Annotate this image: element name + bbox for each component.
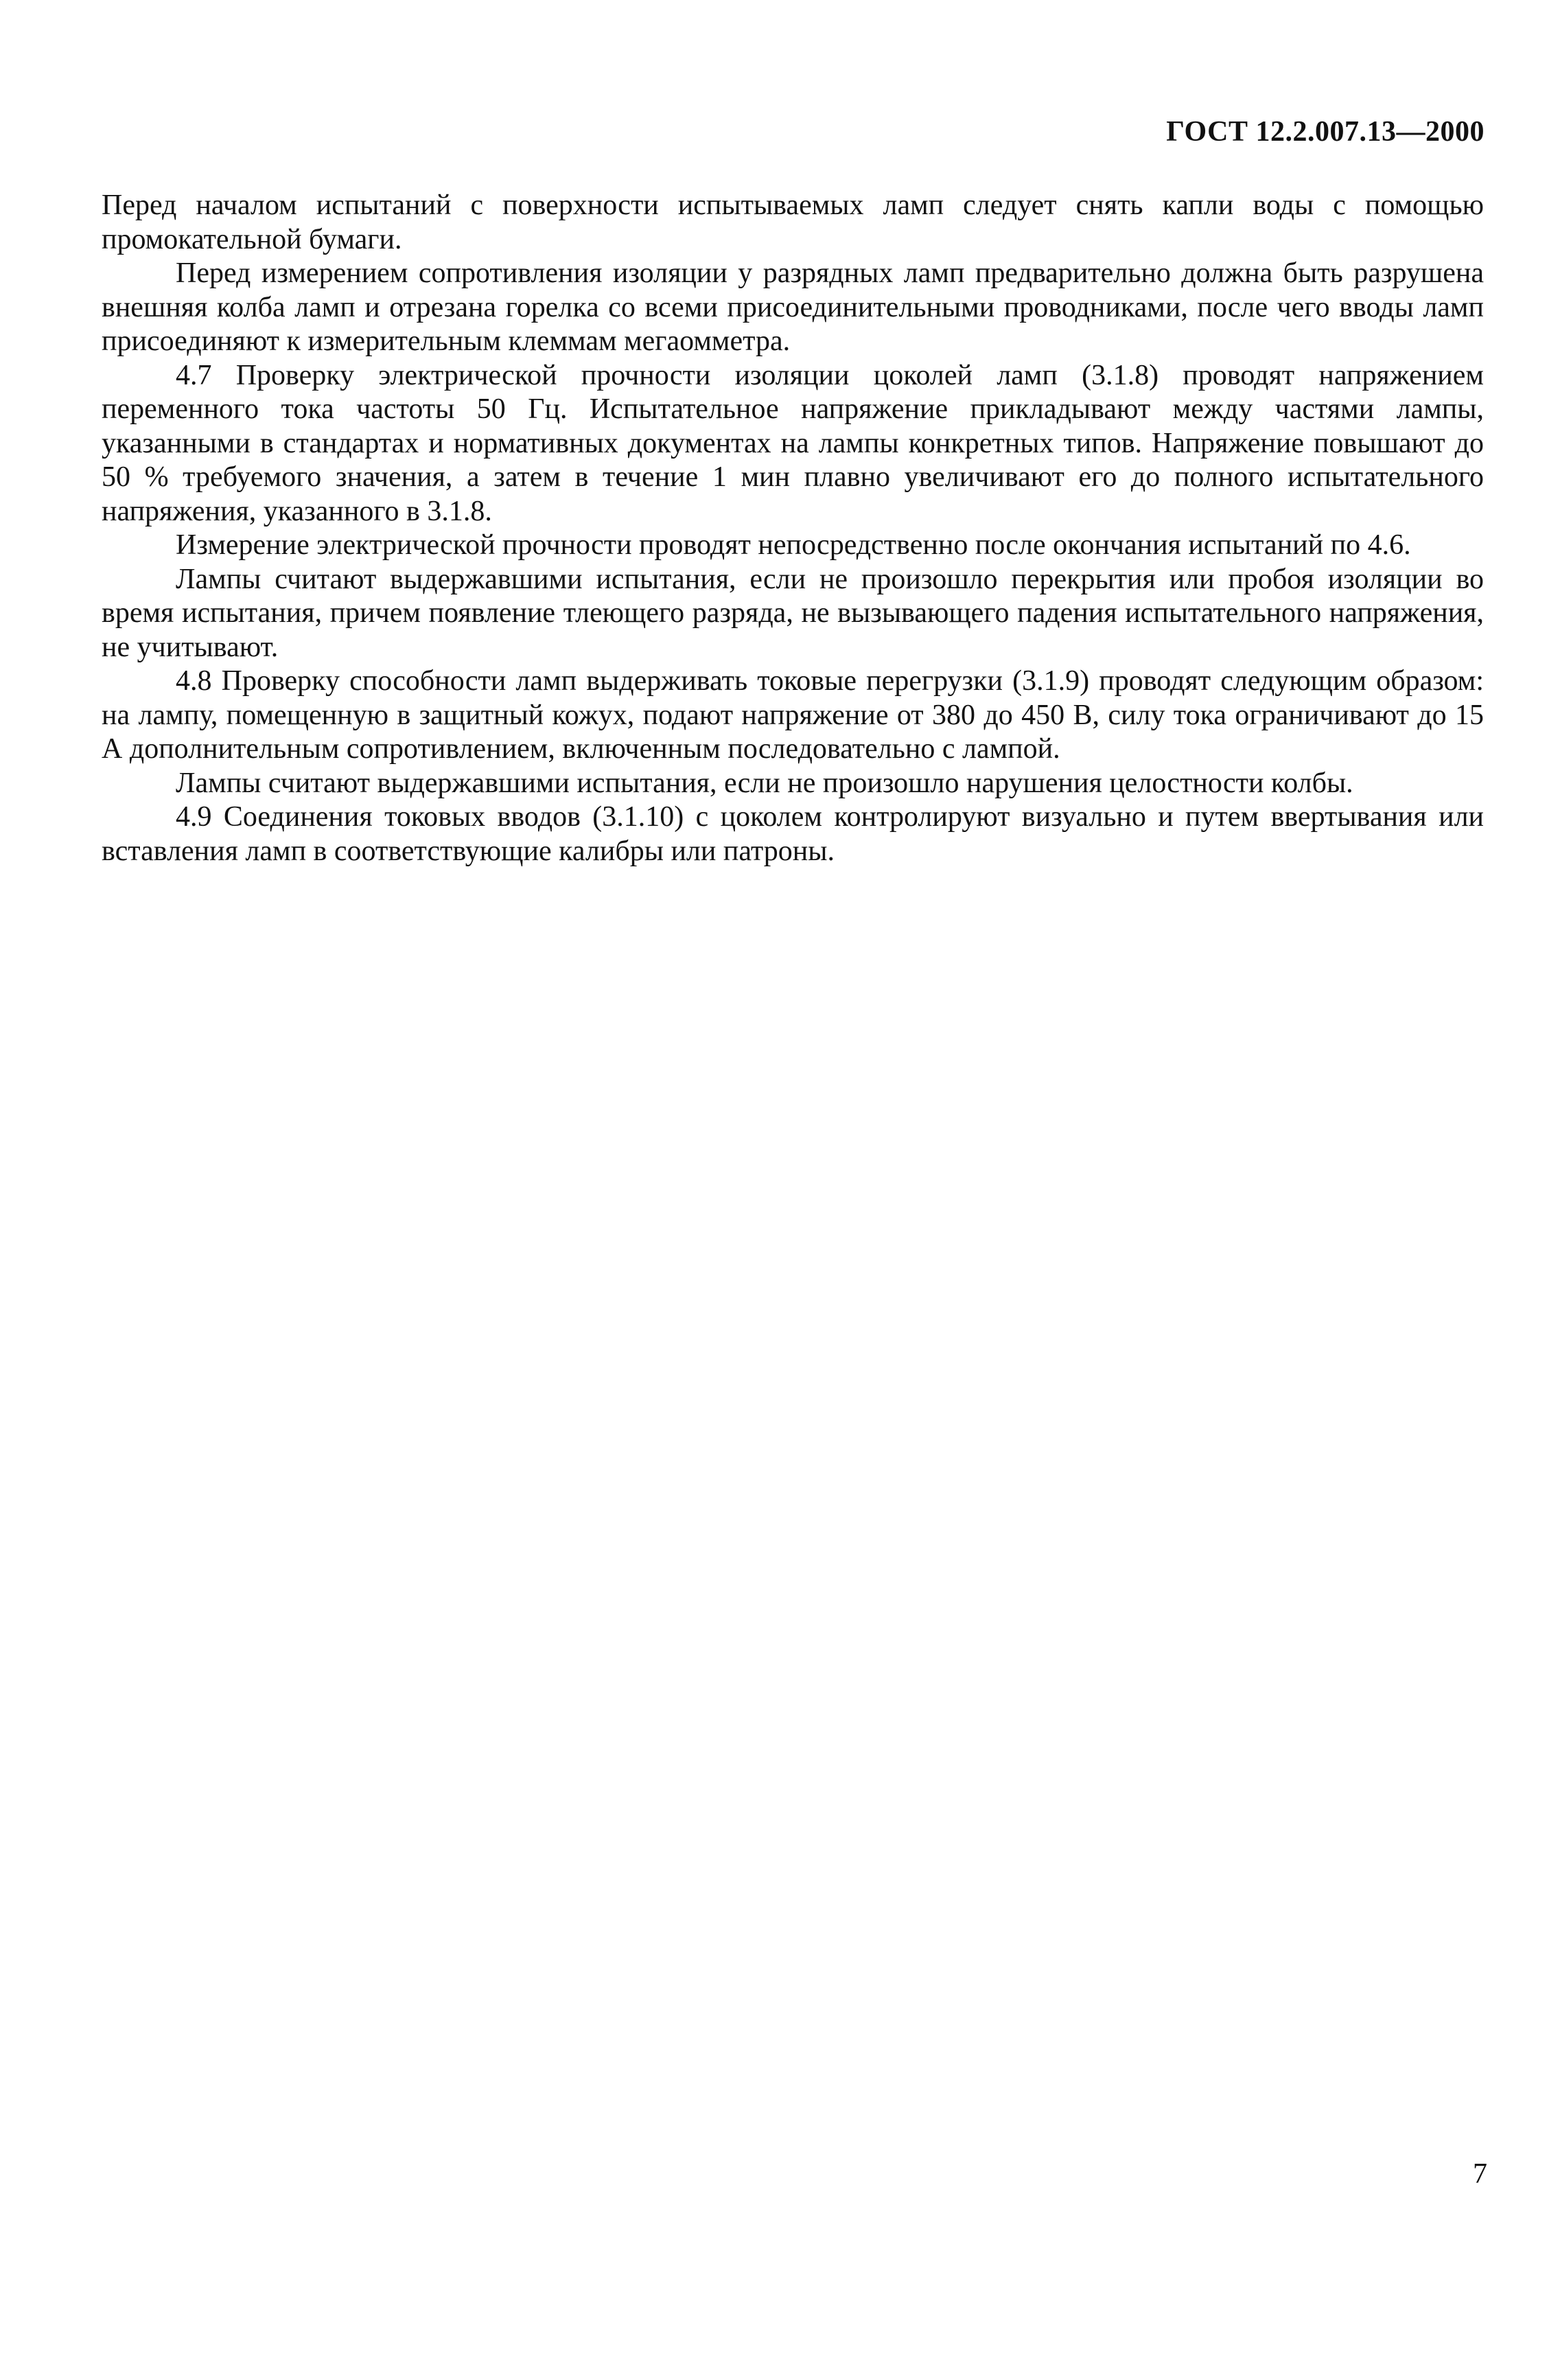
paragraph: Лампы считают выдержавшими испытания, если не произошло нарушения целостности колбы. (176, 767, 1353, 799)
document-body (102, 189, 1484, 868)
document-header: ГОСТ 12.2.007.13—2000 (1166, 116, 1485, 148)
paragraph: 4.7 Проверку электрической прочности изоляции цоколей ламп (3.1.8) проводят напряжением переменного тока частоты 50 Гц. Испытательное напряжение прикладывают между частями лампы, указанными в стандартах и нормативных документах на лампы конкретных типов. Напряжение повышают до 50 % требуемого значения, а затем в течение 1 мин плавно увеличивают его до полного испытательного напряжения, указанного в 3.1.8. (102, 359, 1484, 527)
paragraph: Перед измерением сопротивления изоляции у разрядных ламп предварительно должна быть разрушена внешняя колба ламп и отрезана горелка со всеми присоединительными проводниками, после чего вводы ламп присоединяют к измерительным клеммам мегаомметра. (102, 257, 1484, 357)
paragraph: Перед началом испытаний с поверхности испытываемых ламп следует снять капли воды с помощью промокательной бумаги. (102, 189, 1484, 255)
paragraph: Лампы считают выдержавшими испытания, если не произошло перекрытия или пробоя изоляции во время испытания, причем появление тлеющего разряда, не вызывающего падения испытательного напряжения, не учитывают. (102, 563, 1484, 663)
page-number: 7 (1473, 2158, 1487, 2190)
paragraph: 4.8 Проверку способности ламп выдерживать токовые перегрузки (3.1.9) проводят следующим образом: на лампу, помещенную в защитный кожух, подают напряжение от 380 до 450 В, силу тока ограничивают до 15 А дополнительным сопротивлением, включенным последовательно с лампой. (102, 665, 1484, 765)
paragraph: 4.9 Соединения токовых вводов (3.1.10) с цоколем контролируют визуально и путем ввертывания или вставления ламп в соответствующие калибры или патроны. (102, 801, 1484, 867)
paragraph: Измерение электрической прочности проводят непосредственно после окончания испытаний по 4.6. (176, 529, 1411, 561)
